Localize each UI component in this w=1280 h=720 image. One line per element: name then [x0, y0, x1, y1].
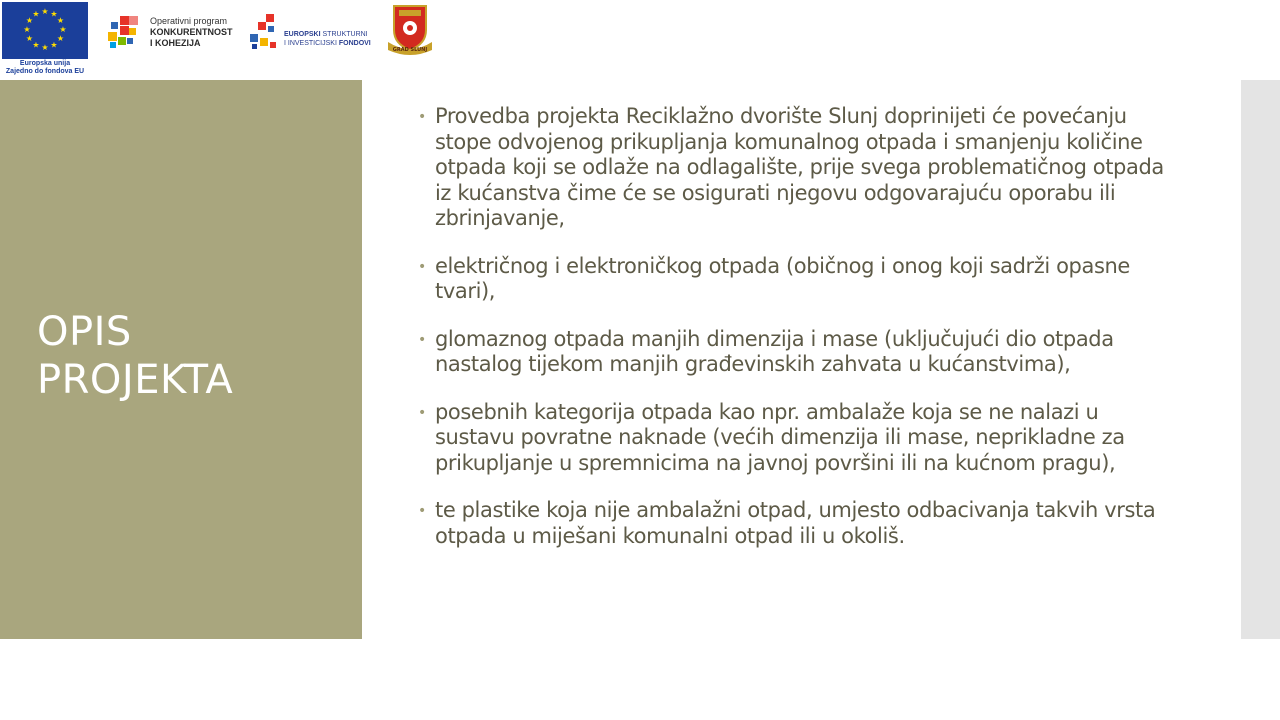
bullet-item	[418, 498, 1178, 549]
bullet-item	[418, 327, 1178, 378]
eu-logo	[2, 2, 88, 78]
bullet-icon: •	[418, 404, 426, 421]
bullet-icon: •	[418, 503, 426, 519]
esi-mosaic-icon	[248, 12, 284, 52]
svg-text:★: ★	[56, 16, 65, 25]
slide-title-line2: PROJEKTA	[37, 357, 234, 403]
esi-line1-bold: EUROPSKI	[284, 31, 321, 38]
esi-line1	[284, 30, 371, 39]
slide-title	[37, 308, 347, 404]
bullet-icon: •	[418, 109, 426, 125]
crest-label: GRAD SLUNJ	[392, 47, 428, 53]
eu-caption	[2, 60, 88, 76]
op-line3: I KOHEZIJA	[150, 38, 201, 48]
op-mosaic-icon	[108, 16, 140, 48]
bullet-item	[418, 400, 1178, 477]
svg-text:★: ★	[23, 25, 31, 34]
esi-line2	[284, 39, 371, 48]
svg-text:★: ★	[41, 43, 49, 52]
svg-text:★: ★	[25, 34, 34, 43]
esi-text	[284, 30, 371, 48]
svg-text:★: ★	[50, 40, 58, 50]
svg-text:★: ★	[41, 7, 49, 16]
esi-line2-rest: I INVESTICIJSKI	[284, 40, 339, 47]
eu-caption-line2: Zajedno do fondova EU	[5, 68, 85, 75]
esi-line1-rest: STRUKTURNI	[320, 31, 368, 38]
slide-content	[418, 104, 1178, 571]
slide-title-line1: OPIS	[37, 309, 132, 355]
svg-text:★: ★	[59, 25, 67, 34]
bullet-icon: •	[418, 331, 426, 348]
bullet-text: električnog i elektroničkog otpada (običnog i onog koji sadrži opasne tvari),	[435, 253, 1130, 303]
bullet-text: Provedba projekta Reciklažno dvorište Slunj doprinijeti će povećanju stope odvojenog prikupljanja komunalnog otpada i smanjenju količine otpada koji se odlaže na odlagalište, prije svega problematičnog otpada iz kućanstva čime će se osigurati njegovu odgovarajuću oporabu ili zbrinjavanje,	[435, 104, 1164, 230]
right-decorative-strip	[1241, 80, 1280, 639]
logo-bar	[0, 0, 440, 80]
svg-text:★: ★	[32, 40, 40, 50]
bullet-text: posebnih kategorija otpada kao npr. ambalaže koja se ne nalazi u sustavu povratne naknade (većih dimenzija ili mase, neprikladne za prikupljanje u spremnicima na javnoj površini ili na kućnom pragu),	[435, 399, 1125, 475]
op-line2: KONKURENTNOST	[150, 27, 233, 37]
eu-flag-icon	[2, 2, 88, 59]
bullet-list	[418, 104, 1178, 549]
op-konkurentnost-logo	[108, 14, 233, 50]
op-line1: Operativni program	[150, 16, 228, 26]
bullet-text: glomaznog otpada manjih dimenzija i mase (uključujući dio otpada nastalog tijekom manjih građevinskih zahvata u kućanstvima),	[435, 326, 1114, 376]
op-text	[150, 16, 233, 49]
esi-line2-bold: FONDOVI	[338, 40, 371, 47]
svg-text:★: ★	[56, 34, 65, 43]
svg-text:★: ★	[50, 9, 58, 19]
bullet-icon: •	[418, 258, 426, 275]
grad-slunj-crest-icon	[386, 4, 434, 56]
bullet-text: te plastike koja nije ambalažni otpad, umjesto odbacivanja takvih vrsta otpada u miješani komunalni otpad ili u okoliš.	[435, 498, 1156, 548]
svg-text:★: ★	[32, 9, 40, 19]
bullet-item	[418, 104, 1178, 232]
bullet-item	[418, 254, 1178, 305]
svg-text:★: ★	[25, 16, 34, 25]
esi-fondovi-logo	[248, 12, 373, 54]
eu-caption-line1: Europska unija	[19, 60, 71, 67]
